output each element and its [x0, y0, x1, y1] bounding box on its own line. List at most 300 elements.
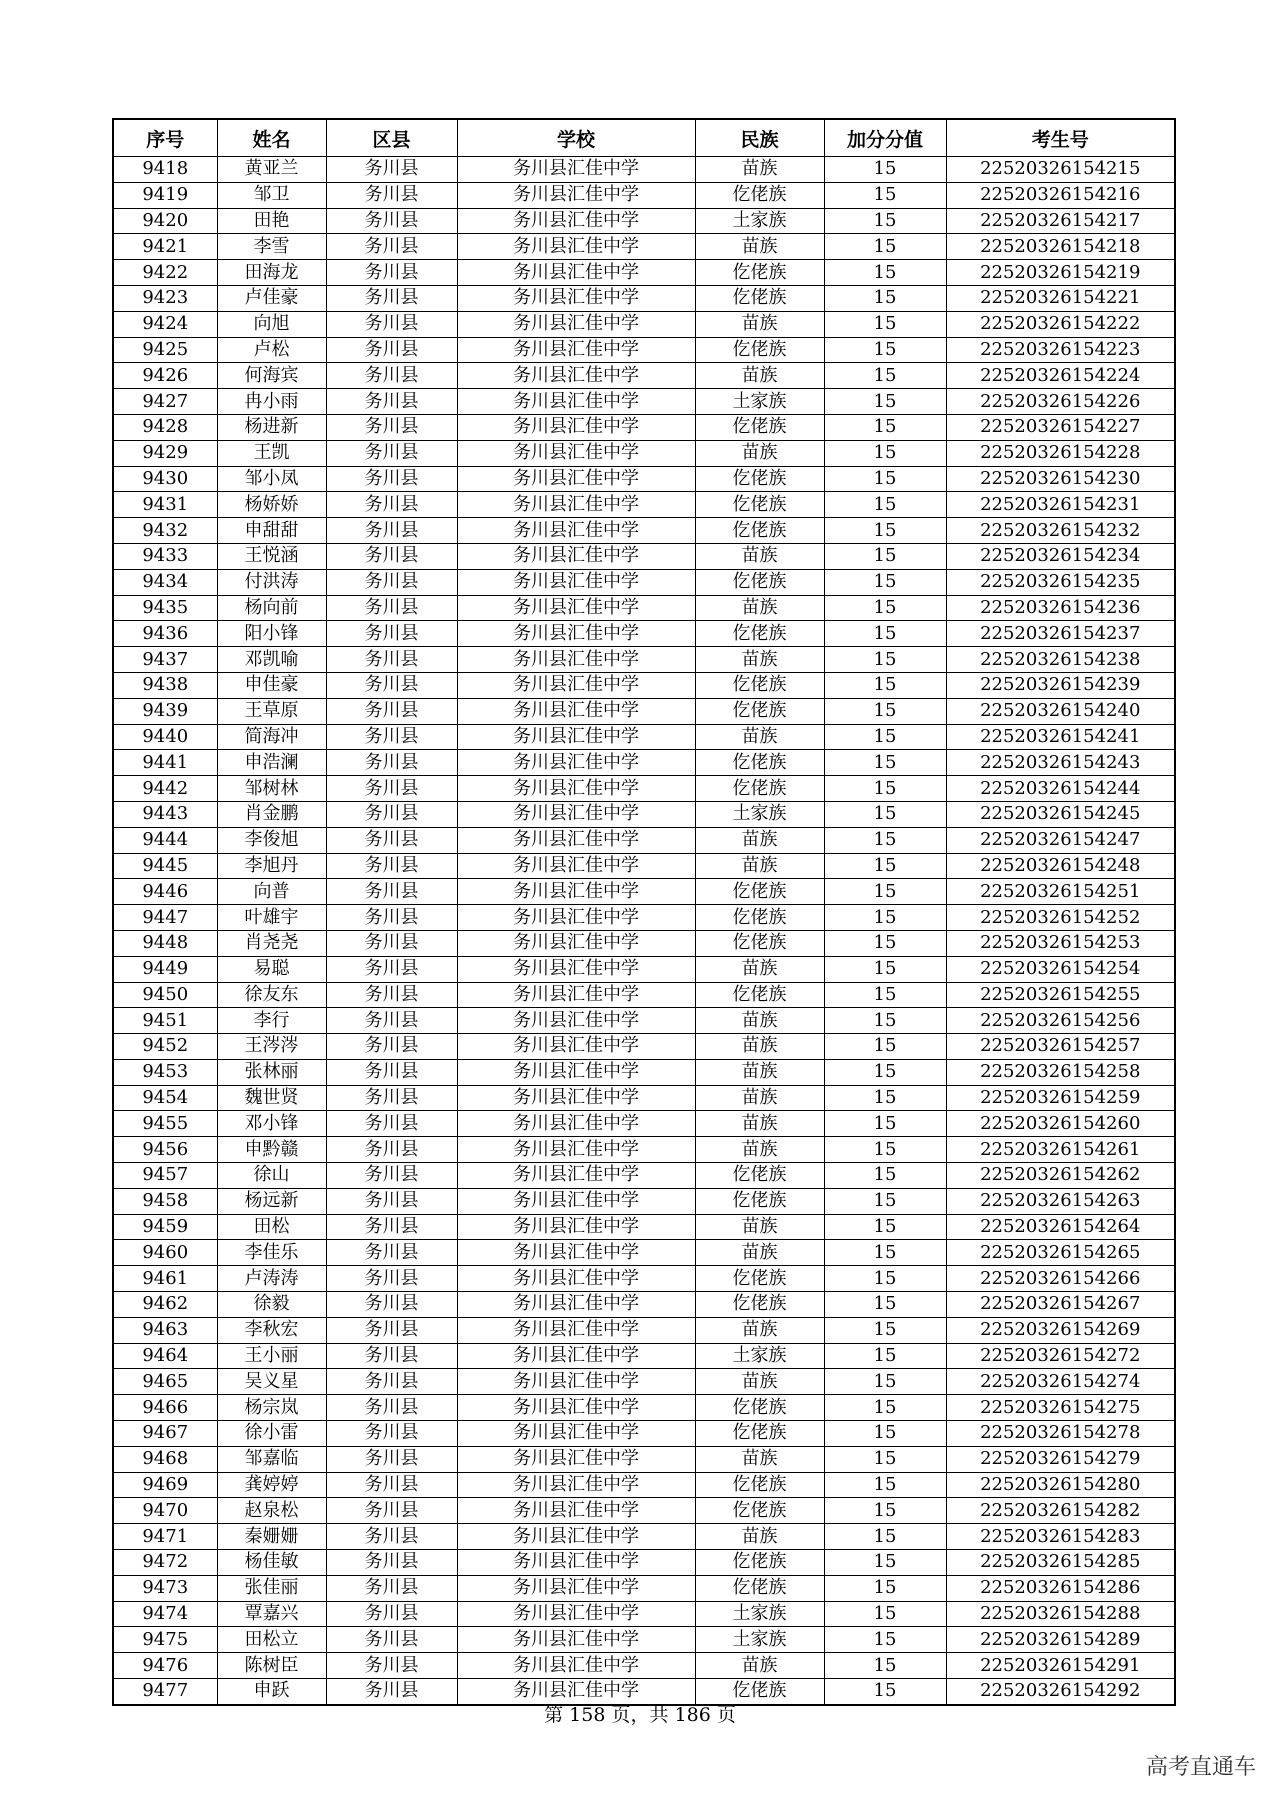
cell-bonus: 15 — [824, 1627, 946, 1653]
cell-ethnicity: 苗族 — [695, 853, 824, 879]
cell-county: 务川县 — [326, 1679, 457, 1705]
cell-name: 申黔赣 — [217, 1137, 326, 1163]
cell-school: 务川县汇佳中学 — [457, 827, 695, 853]
cell-ethnicity: 仡佬族 — [695, 750, 824, 776]
cell-name: 杨远新 — [217, 1188, 326, 1214]
cell-exam-id: 22520326154274 — [946, 1369, 1175, 1395]
cell-school: 务川县汇佳中学 — [457, 234, 695, 260]
cell-bonus: 15 — [824, 1343, 946, 1369]
cell-school: 务川县汇佳中学 — [457, 1369, 695, 1395]
cell-name: 邓小锋 — [217, 1111, 326, 1137]
cell-index: 9438 — [113, 672, 217, 698]
cell-bonus: 15 — [824, 930, 946, 956]
cell-county: 务川县 — [326, 1575, 457, 1601]
cell-index: 9436 — [113, 621, 217, 647]
cell-ethnicity: 苗族 — [695, 440, 824, 466]
cell-index: 9465 — [113, 1369, 217, 1395]
table-row — [113, 1188, 1175, 1214]
cell-index: 9448 — [113, 930, 217, 956]
cell-county: 务川县 — [326, 724, 457, 750]
cell-ethnicity: 苗族 — [695, 1240, 824, 1266]
cell-bonus: 15 — [824, 1446, 946, 1472]
cell-exam-id: 22520326154228 — [946, 440, 1175, 466]
cell-county: 务川县 — [326, 440, 457, 466]
cell-county: 务川县 — [326, 1214, 457, 1240]
cell-name: 卢松 — [217, 337, 326, 363]
cell-county: 务川县 — [326, 1446, 457, 1472]
cell-exam-id: 22520326154232 — [946, 518, 1175, 544]
cell-name: 田松 — [217, 1214, 326, 1240]
cell-exam-id: 22520326154251 — [946, 879, 1175, 905]
cell-index: 9443 — [113, 801, 217, 827]
cell-ethnicity: 土家族 — [695, 1601, 824, 1627]
cell-exam-id: 22520326154247 — [946, 827, 1175, 853]
table-row — [113, 1008, 1175, 1034]
cell-school: 务川县汇佳中学 — [457, 879, 695, 905]
cell-index: 9453 — [113, 1059, 217, 1085]
cell-county: 务川县 — [326, 234, 457, 260]
cell-bonus: 15 — [824, 543, 946, 569]
table-row — [113, 285, 1175, 311]
cell-ethnicity: 仡佬族 — [695, 982, 824, 1008]
cell-index: 9463 — [113, 1317, 217, 1343]
cell-school: 务川县汇佳中学 — [457, 672, 695, 698]
table-row — [113, 466, 1175, 492]
cell-exam-id: 22520326154222 — [946, 311, 1175, 337]
cell-exam-id: 22520326154286 — [946, 1575, 1175, 1601]
cell-county: 务川县 — [326, 1627, 457, 1653]
cell-school: 务川县汇佳中学 — [457, 569, 695, 595]
cell-school: 务川县汇佳中学 — [457, 363, 695, 389]
table-row — [113, 982, 1175, 1008]
cell-index: 9442 — [113, 776, 217, 802]
cell-county: 务川县 — [326, 930, 457, 956]
cell-bonus: 15 — [824, 1240, 946, 1266]
cell-county: 务川县 — [326, 337, 457, 363]
cell-ethnicity: 仡佬族 — [695, 1395, 824, 1421]
cell-school: 务川县汇佳中学 — [457, 1137, 695, 1163]
cell-name: 张佳丽 — [217, 1575, 326, 1601]
cell-ethnicity: 仡佬族 — [695, 905, 824, 931]
cell-index: 9432 — [113, 518, 217, 544]
cell-exam-id: 22520326154289 — [946, 1627, 1175, 1653]
table-row — [113, 1601, 1175, 1627]
cell-ethnicity: 苗族 — [695, 1085, 824, 1111]
cell-name: 李行 — [217, 1008, 326, 1034]
cell-county: 务川县 — [326, 543, 457, 569]
cell-ethnicity: 仡佬族 — [695, 1163, 824, 1189]
cell-index: 9471 — [113, 1524, 217, 1550]
cell-school: 务川县汇佳中学 — [457, 337, 695, 363]
table-row — [113, 672, 1175, 698]
cell-county: 务川县 — [326, 1163, 457, 1189]
cell-bonus: 15 — [824, 827, 946, 853]
cell-school: 务川县汇佳中学 — [457, 260, 695, 286]
cell-name: 杨向前 — [217, 595, 326, 621]
cell-county: 务川县 — [326, 1421, 457, 1447]
cell-county: 务川县 — [326, 1550, 457, 1576]
cell-school: 务川县汇佳中学 — [457, 1240, 695, 1266]
cell-county: 务川县 — [326, 569, 457, 595]
cell-bonus: 15 — [824, 208, 946, 234]
cell-name: 邓凯喻 — [217, 647, 326, 673]
table-row — [113, 208, 1175, 234]
cell-ethnicity: 仡佬族 — [695, 337, 824, 363]
cell-index: 9470 — [113, 1498, 217, 1524]
cell-name: 杨娇娇 — [217, 492, 326, 518]
cell-ethnicity: 仡佬族 — [695, 466, 824, 492]
cell-name: 田海龙 — [217, 260, 326, 286]
cell-exam-id: 22520326154227 — [946, 414, 1175, 440]
cell-bonus: 15 — [824, 440, 946, 466]
cell-ethnicity: 仡佬族 — [695, 414, 824, 440]
cell-index: 9467 — [113, 1421, 217, 1447]
table-header-row — [113, 119, 1175, 157]
cell-bonus: 15 — [824, 750, 946, 776]
cell-ethnicity: 仡佬族 — [695, 569, 824, 595]
cell-index: 9466 — [113, 1395, 217, 1421]
table-row — [113, 1498, 1175, 1524]
cell-ethnicity: 仡佬族 — [695, 698, 824, 724]
cell-county: 务川县 — [326, 1317, 457, 1343]
cell-school: 务川县汇佳中学 — [457, 956, 695, 982]
cell-school: 务川县汇佳中学 — [457, 466, 695, 492]
cell-county: 务川县 — [326, 647, 457, 673]
column-header-bonus: 加分分值 — [824, 119, 946, 157]
cell-school: 务川县汇佳中学 — [457, 1421, 695, 1447]
cell-index: 9449 — [113, 956, 217, 982]
cell-name: 肖尧尧 — [217, 930, 326, 956]
cell-index: 9423 — [113, 285, 217, 311]
cell-bonus: 15 — [824, 647, 946, 673]
table-row — [113, 776, 1175, 802]
cell-bonus: 15 — [824, 234, 946, 260]
cell-index: 9418 — [113, 157, 217, 183]
table-row — [113, 1395, 1175, 1421]
table-row — [113, 1575, 1175, 1601]
cell-school: 务川县汇佳中学 — [457, 1627, 695, 1653]
cell-ethnicity: 苗族 — [695, 157, 824, 183]
cell-ethnicity: 仡佬族 — [695, 518, 824, 544]
cell-name: 李俊旭 — [217, 827, 326, 853]
cell-index: 9445 — [113, 853, 217, 879]
cell-school: 务川县汇佳中学 — [457, 1679, 695, 1705]
cell-school: 务川县汇佳中学 — [457, 518, 695, 544]
table-row — [113, 1446, 1175, 1472]
cell-exam-id: 22520326154245 — [946, 801, 1175, 827]
cell-exam-id: 22520326154230 — [946, 466, 1175, 492]
cell-bonus: 15 — [824, 853, 946, 879]
column-header-school: 学校 — [457, 119, 695, 157]
cell-school: 务川县汇佳中学 — [457, 1653, 695, 1679]
cell-exam-id: 22520326154223 — [946, 337, 1175, 363]
cell-county: 务川县 — [326, 1369, 457, 1395]
cell-index: 9469 — [113, 1472, 217, 1498]
cell-index: 9440 — [113, 724, 217, 750]
cell-bonus: 15 — [824, 1292, 946, 1318]
cell-index: 9429 — [113, 440, 217, 466]
cell-school: 务川县汇佳中学 — [457, 647, 695, 673]
cell-exam-id: 22520326154248 — [946, 853, 1175, 879]
cell-school: 务川县汇佳中学 — [457, 621, 695, 647]
table-row — [113, 879, 1175, 905]
cell-bonus: 15 — [824, 595, 946, 621]
cell-index: 9421 — [113, 234, 217, 260]
cell-county: 务川县 — [326, 1601, 457, 1627]
cell-ethnicity: 苗族 — [695, 956, 824, 982]
cell-bonus: 15 — [824, 1472, 946, 1498]
cell-exam-id: 22520326154237 — [946, 621, 1175, 647]
cell-name: 冉小雨 — [217, 389, 326, 415]
cell-exam-id: 22520326154241 — [946, 724, 1175, 750]
cell-exam-id: 22520326154283 — [946, 1524, 1175, 1550]
cell-county: 务川县 — [326, 414, 457, 440]
cell-bonus: 15 — [824, 466, 946, 492]
cell-school: 务川县汇佳中学 — [457, 1163, 695, 1189]
cell-name: 杨宗岚 — [217, 1395, 326, 1421]
cell-exam-id: 22520326154263 — [946, 1188, 1175, 1214]
cell-exam-id: 22520326154265 — [946, 1240, 1175, 1266]
cell-ethnicity: 苗族 — [695, 1137, 824, 1163]
cell-county: 务川县 — [326, 285, 457, 311]
cell-county: 务川县 — [326, 982, 457, 1008]
cell-name: 向旭 — [217, 311, 326, 337]
cell-school: 务川县汇佳中学 — [457, 853, 695, 879]
cell-school: 务川县汇佳中学 — [457, 492, 695, 518]
cell-school: 务川县汇佳中学 — [457, 285, 695, 311]
column-header-county: 区县 — [326, 119, 457, 157]
cell-exam-id: 22520326154226 — [946, 389, 1175, 415]
cell-name: 申浩澜 — [217, 750, 326, 776]
cell-school: 务川县汇佳中学 — [457, 311, 695, 337]
cell-exam-id: 22520326154269 — [946, 1317, 1175, 1343]
table-row — [113, 724, 1175, 750]
cell-bonus: 15 — [824, 363, 946, 389]
table-row — [113, 1524, 1175, 1550]
cell-index: 9476 — [113, 1653, 217, 1679]
cell-index: 9452 — [113, 1034, 217, 1060]
cell-ethnicity: 仡佬族 — [695, 621, 824, 647]
cell-county: 务川县 — [326, 1240, 457, 1266]
cell-exam-id: 22520326154258 — [946, 1059, 1175, 1085]
table-row — [113, 1472, 1175, 1498]
cell-index: 9462 — [113, 1292, 217, 1318]
cell-school: 务川县汇佳中学 — [457, 1550, 695, 1576]
cell-ethnicity: 苗族 — [695, 1524, 824, 1550]
cell-school: 务川县汇佳中学 — [457, 1111, 695, 1137]
cell-name: 徐毅 — [217, 1292, 326, 1318]
table-row — [113, 1292, 1175, 1318]
cell-index: 9420 — [113, 208, 217, 234]
cell-ethnicity: 苗族 — [695, 1653, 824, 1679]
cell-bonus: 15 — [824, 1059, 946, 1085]
cell-ethnicity: 苗族 — [695, 543, 824, 569]
cell-county: 务川县 — [326, 905, 457, 931]
cell-school: 务川县汇佳中学 — [457, 1601, 695, 1627]
cell-name: 张林丽 — [217, 1059, 326, 1085]
cell-bonus: 15 — [824, 698, 946, 724]
table-row — [113, 157, 1175, 183]
table-row — [113, 853, 1175, 879]
cell-school: 务川县汇佳中学 — [457, 595, 695, 621]
table-row — [113, 543, 1175, 569]
cell-index: 9468 — [113, 1446, 217, 1472]
cell-index: 9441 — [113, 750, 217, 776]
cell-ethnicity: 仡佬族 — [695, 1421, 824, 1447]
cell-school: 务川县汇佳中学 — [457, 182, 695, 208]
cell-bonus: 15 — [824, 569, 946, 595]
cell-exam-id: 22520326154239 — [946, 672, 1175, 698]
cell-index: 9472 — [113, 1550, 217, 1576]
table-row — [113, 492, 1175, 518]
cell-exam-id: 22520326154221 — [946, 285, 1175, 311]
cell-ethnicity: 苗族 — [695, 827, 824, 853]
cell-school: 务川县汇佳中学 — [457, 776, 695, 802]
table-row — [113, 905, 1175, 931]
cell-county: 务川县 — [326, 879, 457, 905]
cell-name: 龚婷婷 — [217, 1472, 326, 1498]
cell-index: 9460 — [113, 1240, 217, 1266]
cell-bonus: 15 — [824, 1395, 946, 1421]
cell-index: 9444 — [113, 827, 217, 853]
cell-exam-id: 22520326154282 — [946, 1498, 1175, 1524]
table-row — [113, 621, 1175, 647]
cell-ethnicity: 土家族 — [695, 1343, 824, 1369]
table-row — [113, 1034, 1175, 1060]
table-row — [113, 1266, 1175, 1292]
column-header-ethnicity: 民族 — [695, 119, 824, 157]
cell-bonus: 15 — [824, 1653, 946, 1679]
cell-name: 杨佳敏 — [217, 1550, 326, 1576]
cell-bonus: 15 — [824, 1034, 946, 1060]
cell-county: 务川县 — [326, 956, 457, 982]
cell-bonus: 15 — [824, 724, 946, 750]
cell-ethnicity: 仡佬族 — [695, 285, 824, 311]
cell-ethnicity: 仡佬族 — [695, 1679, 824, 1705]
cell-school: 务川县汇佳中学 — [457, 1292, 695, 1318]
cell-school: 务川县汇佳中学 — [457, 1034, 695, 1060]
cell-name: 田艳 — [217, 208, 326, 234]
cell-bonus: 15 — [824, 1601, 946, 1627]
cell-exam-id: 22520326154260 — [946, 1111, 1175, 1137]
column-header-exam-id: 考生号 — [946, 119, 1175, 157]
cell-exam-id: 22520326154256 — [946, 1008, 1175, 1034]
cell-bonus: 15 — [824, 956, 946, 982]
cell-county: 务川县 — [326, 389, 457, 415]
cell-bonus: 15 — [824, 1524, 946, 1550]
cell-exam-id: 22520326154240 — [946, 698, 1175, 724]
cell-ethnicity: 仡佬族 — [695, 672, 824, 698]
cell-ethnicity: 仡佬族 — [695, 1292, 824, 1318]
cell-name: 赵泉松 — [217, 1498, 326, 1524]
cell-index: 9457 — [113, 1163, 217, 1189]
cell-ethnicity: 仡佬族 — [695, 776, 824, 802]
cell-bonus: 15 — [824, 414, 946, 440]
cell-ethnicity: 苗族 — [695, 1008, 824, 1034]
cell-exam-id: 22520326154236 — [946, 595, 1175, 621]
cell-school: 务川县汇佳中学 — [457, 982, 695, 1008]
cell-exam-id: 22520326154215 — [946, 157, 1175, 183]
cell-bonus: 15 — [824, 1163, 946, 1189]
table-row — [113, 956, 1175, 982]
cell-name: 田松立 — [217, 1627, 326, 1653]
cell-index: 9464 — [113, 1343, 217, 1369]
table-row — [113, 827, 1175, 853]
cell-school: 务川县汇佳中学 — [457, 389, 695, 415]
cell-school: 务川县汇佳中学 — [457, 1343, 695, 1369]
cell-ethnicity: 苗族 — [695, 647, 824, 673]
cell-ethnicity: 仡佬族 — [695, 1550, 824, 1576]
cell-name: 李佳乐 — [217, 1240, 326, 1266]
cell-county: 务川县 — [326, 466, 457, 492]
cell-name: 向普 — [217, 879, 326, 905]
cell-name: 李雪 — [217, 234, 326, 260]
cell-exam-id: 22520326154234 — [946, 543, 1175, 569]
table-row — [113, 1214, 1175, 1240]
cell-exam-id: 22520326154272 — [946, 1343, 1175, 1369]
cell-ethnicity: 苗族 — [695, 724, 824, 750]
cell-bonus: 15 — [824, 1575, 946, 1601]
cell-name: 卢涛涛 — [217, 1266, 326, 1292]
cell-bonus: 15 — [824, 1214, 946, 1240]
table-row — [113, 389, 1175, 415]
cell-county: 务川县 — [326, 1653, 457, 1679]
cell-ethnicity: 苗族 — [695, 1214, 824, 1240]
cell-school: 务川县汇佳中学 — [457, 1446, 695, 1472]
table-row — [113, 1421, 1175, 1447]
cell-bonus: 15 — [824, 1317, 946, 1343]
cell-index: 9431 — [113, 492, 217, 518]
table-row — [113, 1317, 1175, 1343]
cell-name: 何海宾 — [217, 363, 326, 389]
cell-index: 9447 — [113, 905, 217, 931]
table-body — [113, 157, 1175, 1705]
cell-bonus: 15 — [824, 672, 946, 698]
cell-ethnicity: 苗族 — [695, 595, 824, 621]
table-row — [113, 595, 1175, 621]
cell-index: 9430 — [113, 466, 217, 492]
cell-name: 徐友东 — [217, 982, 326, 1008]
cell-school: 务川县汇佳中学 — [457, 1266, 695, 1292]
cell-name: 陈树臣 — [217, 1653, 326, 1679]
cell-exam-id: 22520326154278 — [946, 1421, 1175, 1447]
cell-bonus: 15 — [824, 621, 946, 647]
table-row — [113, 518, 1175, 544]
cell-school: 务川县汇佳中学 — [457, 1395, 695, 1421]
cell-bonus: 15 — [824, 311, 946, 337]
cell-school: 务川县汇佳中学 — [457, 724, 695, 750]
cell-name: 阳小锋 — [217, 621, 326, 647]
table-row — [113, 1653, 1175, 1679]
cell-county: 务川县 — [326, 363, 457, 389]
cell-index: 9459 — [113, 1214, 217, 1240]
cell-exam-id: 22520326154285 — [946, 1550, 1175, 1576]
cell-county: 务川县 — [326, 492, 457, 518]
cell-name: 覃嘉兴 — [217, 1601, 326, 1627]
cell-bonus: 15 — [824, 801, 946, 827]
cell-county: 务川县 — [326, 157, 457, 183]
table-row — [113, 440, 1175, 466]
cell-school: 务川县汇佳中学 — [457, 1059, 695, 1085]
cell-exam-id: 22520326154218 — [946, 234, 1175, 260]
cell-county: 务川县 — [326, 672, 457, 698]
cell-index: 9424 — [113, 311, 217, 337]
cell-exam-id: 22520326154291 — [946, 1653, 1175, 1679]
cell-county: 务川县 — [326, 1034, 457, 1060]
table-row — [113, 1137, 1175, 1163]
cell-name: 邹树林 — [217, 776, 326, 802]
cell-index: 9458 — [113, 1188, 217, 1214]
